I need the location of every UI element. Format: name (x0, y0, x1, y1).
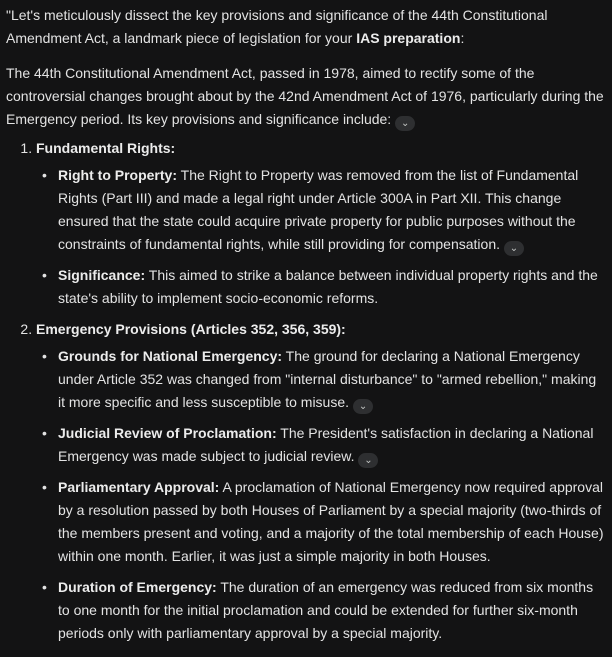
list-item: • Significance: This aimed to strike a balance between individual property rights and the state's ability to implement socio-economic reforms. (58, 264, 604, 310)
chevron-down-icon[interactable]: ⌄ (358, 453, 378, 468)
section-title: 1. Fundamental Rights: (36, 140, 176, 156)
list-item: • Right to Property: The Right to Property was removed from the list of Fundamental Rights (Part III) and made a legal right under Article 300A in Part XII. This change ensured that the state could acquire private property for public purposes without the constraints of fundamental rights, while still providing for compensation. ⌄ (58, 164, 604, 256)
intro-bold: IAS preparation (356, 30, 461, 46)
section-emergency-provisions (36, 318, 604, 645)
lead-paragraph: The 44th Constitutional Amendment Act, passed in 1978, aimed to rectify some of the controversial changes brought about by the 42nd Amendment Act of 1976, particularly during the Emergency period. Its key provisions and significance include: ⌄ (6, 65, 604, 129)
list-item: • Parliamentary Approval: A proclamation of National Emergency now required approval by a resolution passed by both Houses of Parliament by a special majority (two-thirds of the members present and voting, and a majority of the total membership of each House) within one month. Earlier, it was just a simple majority in both Houses. (58, 476, 604, 568)
chevron-down-icon[interactable]: ⌄ (395, 116, 415, 131)
points-list (36, 164, 604, 310)
points-list (36, 345, 604, 645)
intro-paragraph: "Let's meticulously dissect the key provisions and significance of the 44th Constitutional Amendment Act, a landmark piece of legislation for your IAS preparation: (6, 7, 548, 46)
list-item: • Duration of Emergency: The duration of an emergency was reduced from six months to one month for the initial proclamation and could be extended for further six-month periods only with parliamentary approval by a special majority. (58, 576, 604, 645)
chevron-down-icon[interactable]: ⌄ (504, 241, 524, 256)
section-title: 2. Emergency Provisions (Articles 352, 356, 359): (36, 321, 346, 337)
list-item: • Judicial Review of Proclamation: The President's satisfaction in declaring a National Emergency was made subject to judicial review. ⌄ (58, 422, 604, 468)
section-fundamental-rights (36, 137, 604, 310)
chevron-down-icon[interactable]: ⌄ (353, 399, 373, 414)
list-item: • Grounds for National Emergency: The ground for declaring a National Emergency under Article 352 was changed from "internal disturbance" to "armed rebellion," making it more specific and less susceptible to misuse. ⌄ (58, 345, 604, 414)
sections-list (6, 137, 604, 645)
